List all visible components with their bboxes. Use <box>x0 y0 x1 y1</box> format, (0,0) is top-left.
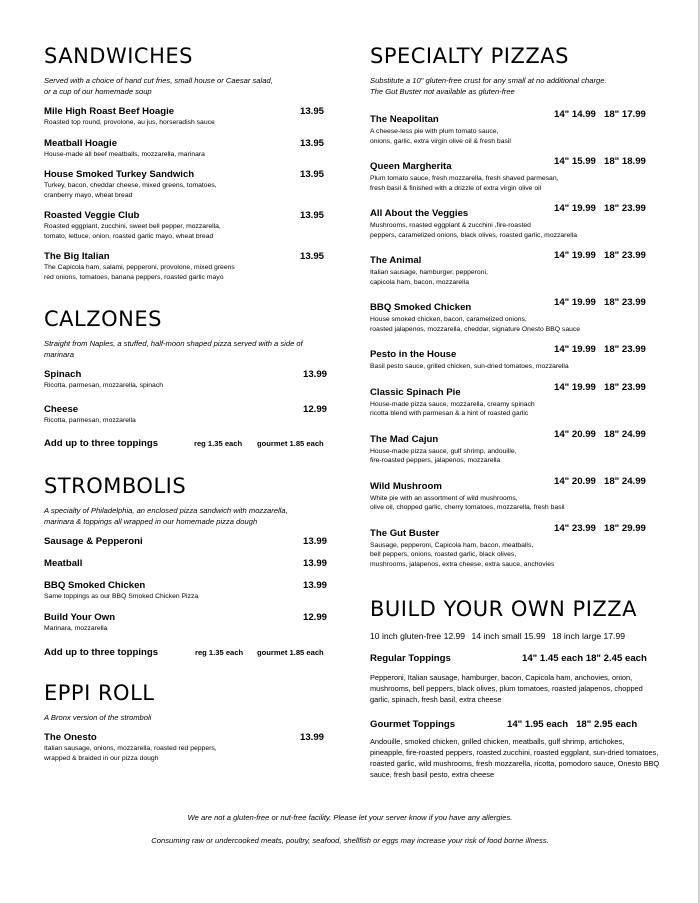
item-price: 13.99 <box>303 536 328 547</box>
item-price: 13.99 <box>300 732 325 743</box>
toppings-label: Gourmet Toppings <box>370 719 456 730</box>
pizza-name: All About the Veggies <box>370 208 469 219</box>
section-title: BUILD YOUR OWN PIZZA <box>370 597 638 621</box>
item-description: House-made all beef meatballs, mozzarella, marinara <box>44 150 205 158</box>
price-14-inch: 14" 23.99 <box>554 522 596 534</box>
price-14-inch: 14" 19.99 <box>554 297 596 308</box>
price-18-inch: 18" 18.99 <box>604 156 646 167</box>
price-18-inch: 18" 17.99 <box>604 109 646 120</box>
price-18-inch: 18" 24.99 <box>604 475 646 487</box>
item-name: House Smoked Turkey Sandwich <box>44 169 195 180</box>
pizza-item <box>370 523 660 570</box>
addon-gourmet-price: gourmet 1.85 each <box>257 439 324 448</box>
pizza-item <box>370 156 660 193</box>
item-description: tomato, lettuce, onion, roasted garlic mayo, wheat bread <box>44 232 214 240</box>
pizza-description: House-made pizza sauce, gulf shrimp, andouille, <box>370 447 517 455</box>
item-name: Cheese <box>44 403 79 415</box>
menu-item <box>44 250 334 282</box>
pizza-name: The Neapolitan <box>370 114 439 125</box>
item-description: Roasted eggplant, zucchini, sweet bell pepper, mozzarella, <box>44 223 221 230</box>
pizza-description: Mushrooms, roasted eggplant & zucchini ,fire-roasted <box>370 222 531 229</box>
price-14-inch: 14" 19.99 <box>554 203 596 214</box>
pizza-description: olive oil, chopped garlic, cherry tomatoes, mozzarella, fresh basil <box>370 504 565 511</box>
pizza-description: capicola ham, bacon, mozzarella <box>370 278 469 286</box>
item-description: Ricotta, parmesan, mozzarella, spinach <box>44 382 163 389</box>
desc-line: or a cup of our homemade soup <box>44 87 152 96</box>
pizza-description: peppers, caramelized onions, black olives, roasted garlic, mozzarella <box>370 231 578 239</box>
eppi-roll-section <box>44 681 334 763</box>
item-description: wrapped & braided in our pizza dough <box>44 754 159 762</box>
pizza-description: A cheese-less pie with plum tomato sauce, <box>370 128 499 135</box>
desc-line: Served with a choice of hand cut fries, small house or Caesar salad, <box>44 76 273 85</box>
pizza-description: Italian sausage, hamburger, pepperoni, <box>370 269 488 276</box>
pizza-name: Wild Mushroom <box>370 480 442 492</box>
section-title: SANDWICHES <box>44 44 193 68</box>
price-14-inch: 14" 20.99 <box>554 475 596 487</box>
add-toppings-row <box>44 438 334 449</box>
price-14-inch: 14" 19.99 <box>554 381 596 393</box>
item-description: Turkey, bacon, cheddar cheese, mixed greens, tomatoes, <box>44 182 217 189</box>
desc-line: marinara & toppings all wrapped in our homemade pizza dough <box>44 517 258 526</box>
price-18-inch: 18" 24.99 <box>604 428 646 440</box>
right-column <box>370 44 660 780</box>
pizza-name: BBQ Smoked Chicken <box>370 302 472 313</box>
gourmet-toppings-list: Andouille, smoked chicken, grilled chicken, meatballs, gulf shrimp, artichokes, pineapple, fire-roasted peppers, roasted zucchini, roasted eggplant, sun-dried tomatoes, roasted garlic, wild mushrooms, fresh mozzarella, ricotta, pomodoro sauce, Onesto BBQ sauce, fresh basil pesto, extra cheese <box>370 737 660 779</box>
desc-line: A Bronx version of the stromboli <box>44 713 152 722</box>
pizza-name: The Mad Cajun <box>370 433 439 445</box>
item-price: 13.95 <box>300 169 325 180</box>
section-description <box>44 505 334 527</box>
pizza-description: House smoked chicken, bacon, caramelized onions, <box>370 316 527 323</box>
price-18-inch: 18" 29.99 <box>604 522 646 534</box>
pizza-item <box>370 109 660 146</box>
menu-item <box>44 168 334 200</box>
pizza-item <box>370 297 660 334</box>
item-name: Meatball <box>44 558 83 569</box>
item-description: Same toppings as our BBQ Smoked Chicken Pizza <box>44 593 199 600</box>
size-10-price: 10 inch gluten-free 12.99 <box>370 631 466 641</box>
item-name: Mile High Roast Beef Hoagie <box>44 106 175 117</box>
toppings-14-price: 14" 1.95 each <box>507 719 569 730</box>
item-price: 13.95 <box>300 137 325 149</box>
pizza-description: White pie with an assortment of wild mushrooms, <box>370 494 518 502</box>
sandwiches-section <box>44 44 334 282</box>
left-column <box>44 44 334 763</box>
item-name: Spinach <box>44 369 82 380</box>
desc-line: marinara <box>44 350 74 359</box>
regular-toppings-list: Pepperoni, Italian sausage, hamburger, bacon, Capicola ham, anchovies, onion, mushrooms, bell peppers, black olives, plum tomatoes, roasted jalapenos, chopped garlic, spinach, fresh basil, extra cheese <box>370 673 643 704</box>
pizza-description: bell peppers, onions, roasted garlic, black olives, <box>370 551 517 558</box>
price-18-inch: 18" 23.99 <box>604 250 646 261</box>
section-title: SPECIALTY PIZZAS <box>370 44 569 68</box>
menu-item <box>44 209 334 241</box>
pizza-list <box>370 109 660 569</box>
pizza-name: Queen Margherita <box>370 161 452 172</box>
pizza-item <box>370 203 660 240</box>
toppings-prices <box>507 719 637 730</box>
food-safety-notice: Consuming raw or undercooked meats, poultry, seafood, shellfish or eggs may increase your risk of food borne illness. <box>151 836 549 845</box>
item-name: The Onesto <box>44 732 97 743</box>
pizza-description: onions, garlic, extra virgin olive oil & fresh basil <box>370 137 511 145</box>
calzones-section <box>44 307 334 449</box>
pizza-name: Classic Spinach Pie <box>370 386 461 398</box>
pizza-description: mushrooms, jalapenos, extra cheese, extra sauce, anchovies <box>370 560 555 568</box>
pizza-name: Pesto in the House <box>370 349 457 360</box>
item-price: 13.99 <box>303 369 328 380</box>
price-14-inch: 14" 14.99 <box>554 109 596 120</box>
item-price: 13.95 <box>300 210 325 221</box>
item-description: Italian sausage, onions, mozzarella, roasted red peppers, <box>44 745 217 752</box>
item-list <box>44 105 334 282</box>
pizza-description: fresh basil & finished with a drizzle of extra virgin olive oil <box>370 184 542 192</box>
item-price: 13.95 <box>300 106 325 117</box>
menu-item <box>44 579 334 602</box>
menu-item <box>44 403 334 426</box>
item-description: cranberry mayo, wheat bread <box>44 191 133 199</box>
price-14-inch: 14" 20.99 <box>554 428 596 440</box>
desc-line: The Gut Buster not available as gluten-free <box>370 87 515 96</box>
menu-item <box>44 368 334 391</box>
add-toppings-row <box>44 647 334 658</box>
addon-reg-price: reg 1.35 each <box>195 648 244 657</box>
addon-gourmet-price: gourmet 1.85 each <box>257 648 324 657</box>
pizza-description: Plum tomato sauce, fresh mozzarella, fresh shaved parmesan, <box>370 175 559 182</box>
pizza-item <box>370 250 660 287</box>
item-name: The Big Italian <box>44 251 110 262</box>
price-18-inch: 18" 23.99 <box>604 203 646 214</box>
addon-label: Add up to three toppings <box>44 647 159 658</box>
pizza-item <box>370 429 660 466</box>
pizza-name: The Gut Buster <box>370 527 440 539</box>
build-your-own-section <box>370 597 660 780</box>
item-price: 13.99 <box>303 558 328 569</box>
gourmet-toppings-row <box>370 719 660 730</box>
pizza-item <box>370 344 660 372</box>
size-14-price: 14 inch small 15.99 <box>471 631 546 641</box>
section-title: STROMBOLIS <box>44 474 187 498</box>
section-description <box>370 75 660 97</box>
addon-reg-price: reg 1.35 each <box>194 439 243 448</box>
pizza-description: Sausage, pepperoni, Capicola ham, bacon, meatballs, <box>370 541 534 549</box>
item-price: 13.99 <box>303 580 328 591</box>
item-price: 12.99 <box>303 403 328 415</box>
menu-item <box>44 535 334 548</box>
desc-line: Straight from Naples, a stuffed, half-moon shaped pizza served with a side of <box>44 339 303 348</box>
desc-line: A specialty of Philadelphia, an enclosed pizza sandwich with mozzarella, <box>44 506 288 515</box>
item-name: BBQ Smoked Chicken <box>44 580 146 591</box>
item-name: Build Your Own <box>44 611 116 623</box>
price-18-inch: 18" 23.99 <box>604 297 646 308</box>
item-description: The Capicola ham, salami, pepperoni, provolone, mixed greens <box>44 264 235 271</box>
pizza-item <box>370 476 660 513</box>
item-name: Meatball Hoagie <box>44 137 118 149</box>
menu-item <box>44 137 334 160</box>
section-description <box>44 338 334 360</box>
section-title: EPPI ROLL <box>44 681 155 705</box>
strombolis-section <box>44 474 334 658</box>
addon-label: Add up to three toppings <box>44 438 159 449</box>
pizza-description: fire-roasted peppers, jalapenos, mozzarella <box>370 457 501 464</box>
allergy-notice: We are not a gluten-free or nut-free facility. Please let your server know if you have any allergies. <box>187 813 513 822</box>
item-name: Roasted Veggie Club <box>44 210 140 221</box>
toppings-14-price: 14" 1.45 each <box>522 653 584 664</box>
toppings-label: Regular Toppings <box>370 653 451 664</box>
item-list <box>44 368 334 425</box>
size-prices <box>370 631 660 641</box>
item-price: 12.99 <box>303 611 328 623</box>
section-title: CALZONES <box>44 307 162 331</box>
pizza-item <box>370 382 660 419</box>
pizza-description: Basil pesto sauce, grilled chicken, sun-dried tomatoes, mozzarella <box>370 363 569 370</box>
toppings-18-price: 18" 2.95 each <box>576 719 638 730</box>
item-price: 13.95 <box>300 251 325 262</box>
item-list <box>44 731 334 763</box>
desc-line: Substitute a 10" gluten-free crust for any small at no additional charge. <box>370 76 607 85</box>
section-description <box>44 75 334 97</box>
price-14-inch: 14" 19.99 <box>554 344 596 355</box>
menu-item <box>44 105 334 128</box>
size-18-price: 18 inch large 17.99 <box>551 631 626 641</box>
menu-item <box>44 611 334 634</box>
toppings-prices <box>522 653 647 664</box>
item-description: Marinara, mozzarella <box>44 624 108 632</box>
price-14-inch: 14" 19.99 <box>554 250 596 261</box>
pizza-description: ricotta blend with parmesan & a hint of roasted garlic <box>370 410 529 417</box>
regular-toppings-row <box>370 653 660 664</box>
item-description: Ricotta, parmesan, mozzarella <box>44 416 136 424</box>
price-18-inch: 18" 23.99 <box>604 381 646 393</box>
menu-item <box>44 557 334 570</box>
item-list <box>44 535 334 633</box>
menu-item <box>44 731 334 763</box>
pizza-description: House-made pizza sauce, mozzarella, creamy spinach <box>370 400 535 408</box>
toppings-18-price: 18" 2.45 each <box>585 653 647 664</box>
item-description: red onions, tomatoes, banana peppers, roasted garlic mayo <box>44 273 224 281</box>
item-name: Sausage & Pepperoni <box>44 536 143 547</box>
price-18-inch: 18" 23.99 <box>604 344 646 355</box>
item-description: Roasted top round, provolone, au jus, horseradish sauce <box>44 119 215 126</box>
pizza-name: The Animal <box>370 255 422 266</box>
price-14-inch: 14" 15.99 <box>554 156 596 167</box>
section-description <box>44 712 334 723</box>
pizza-description: roasted jalapenos, mozzarella, cheddar, signature Onesto BBQ sauce <box>370 325 581 333</box>
specialty-pizzas-section <box>370 44 660 569</box>
